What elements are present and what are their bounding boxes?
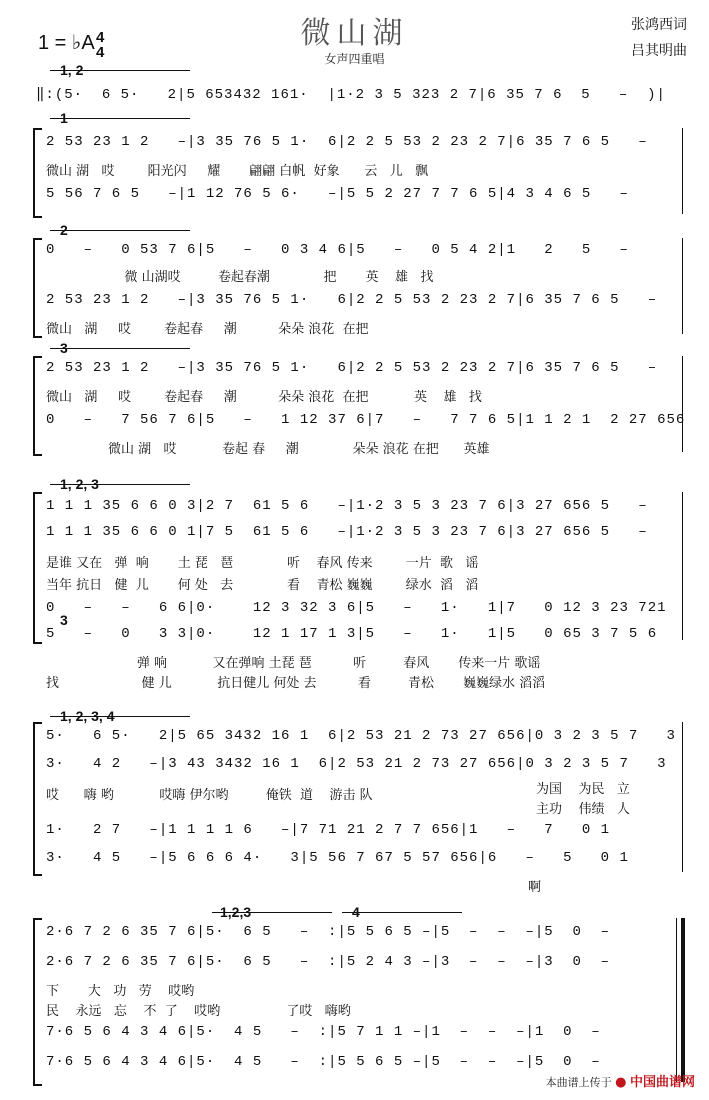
system-brace-2 (33, 238, 42, 338)
system-end-bar-3 (682, 356, 683, 452)
system-brace-1 (33, 128, 42, 218)
section5-part1-notes: 5· 6 5· 2|5 65 3432 16 1 6|2 53 21 2 73 27 656|0 3 2 3 5 7 3 (46, 728, 676, 744)
time-signature (96, 30, 104, 60)
section6-lyric1: 下 大 功 劳 哎哟 (46, 984, 195, 999)
volta-line-1 (50, 118, 190, 119)
section1-part2-notes: 5 56 7 6 5 –|1 12 76 5 6· –|5 5 2 27 7 7 6 5|4 3 4 6 5 – (46, 186, 629, 202)
volta-line-2 (50, 230, 190, 231)
section6-part4-notes: 7·6 5 6 4 3 4 6|5· 4 5 – :|5 5 6 5 –|5 – – –|5 0 – (46, 1054, 601, 1070)
section2-part2-notes: 2 53 23 1 2 –|3 35 76 5 1· 6|2 2 5 53 2 23 2 7|6 35 7 6 5 – (46, 292, 658, 308)
time-signature-bottom: 4 (96, 44, 105, 61)
section1-part1-notes: 2 53 23 1 2 –|3 35 76 5 1· 6|2 2 5 53 2 23 2 7|6 35 7 6 5 – (46, 134, 648, 150)
section2-lyric2: 微山 湖 哎 卷起春 潮 朵朵 浪花 在把 (46, 322, 369, 337)
section1-lyric: 微山 湖 哎 阳光闪 耀 翩翩 白帆 好象 云 儿 飘 (46, 164, 429, 179)
system-end-bar-4 (682, 492, 683, 640)
section4-part3-notes: 0 – – 6 6|0· 12 3 32 3 6|5 – 1· 1|7 0 12 3 23 721 (46, 600, 667, 616)
section5-part4-notes: 3· 4 5 –|5 6 6 6 4· 3|5 56 7 67 5 57 656|6 – 5 0 1 (46, 850, 629, 866)
system-brace-5 (33, 722, 42, 876)
system-brace-6 (33, 918, 42, 1086)
section4-lyric1: 是谁 又在 弹 响 土 琵 琶 听 春风 传来 一片 歌 谣 (46, 556, 479, 571)
volta-label-4: 1, 2, 3 (60, 476, 99, 492)
section5-lyric-right2: 主功 伟绩 人 (536, 802, 630, 817)
section4-part1-notes: 1 1 1 35 6 6 0 3|2 7 61 5 6 –|1·2 3 5 3 23 7 6|3 27 656 5 – (46, 498, 648, 514)
score-title: 微山湖 (300, 16, 409, 51)
time-signature-top: 4 (96, 29, 105, 46)
volta-label-5: 1, 2, 3, 4 (60, 708, 115, 724)
section4-lyric4: 找 健 儿 抗日健儿 何处 去 看 青松 巍巍绿水 滔滔 (46, 676, 546, 691)
section3-lyric2: 微山 湖 哎 卷起 春 潮 朵朵 浪花 在把 英雄 (46, 442, 490, 457)
system-end-bar-5 (682, 722, 683, 872)
section6-lyric2: 民 永远 忘 不 了 哎哟 了哎 嗨哟 (46, 1004, 351, 1019)
section5-part3-notes: 1· 2 7 –|1 1 1 1 6 –|7 71 21 2 7 7 656|1 – 7 0 1 (46, 822, 611, 838)
section6-part3-notes: 7·6 5 6 4 3 4 6|5· 4 5 – :|5 7 1 1 –|1 – – –|1 0 – (46, 1024, 601, 1040)
volta-label-4-inner: 3 (60, 612, 68, 628)
section6-part1-notes: 2·6 7 2 6 35 7 6|5· 6 5 – :|5 5 6 5 –|5 – – –|5 0 – (46, 924, 611, 940)
system-brace-3 (33, 356, 42, 456)
section2-part1-notes: 0 – 0 53 7 6|5 – 0 3 4 6|5 – 0 5 4 2|1 2 5 – (46, 242, 629, 258)
lyricist-credit: 张鸿西词 (631, 17, 687, 33)
upload-watermark (546, 1071, 695, 1090)
volta-line-6b (342, 912, 462, 913)
site-name: 中国曲谱网 (629, 1075, 695, 1090)
section2-lyric1: 微 山湖哎 卷起春潮 把 英 雄 找 (46, 270, 434, 285)
score-subtitle: 女声四重唱 (324, 52, 385, 66)
section5-lyric-right1: 为国 为民 立 (536, 782, 630, 797)
volta-line-3 (50, 348, 190, 349)
volta-label-intro: 1, 2 (60, 62, 84, 78)
section6-part2-notes: 2·6 7 2 6 35 7 6|5· 6 5 – :|5 2 4 3 –|3 – – –|3 0 – (46, 954, 611, 970)
section3-lyric1: 微山 湖 哎 卷起春 潮 朵朵 浪花 在把 英 雄 找 (46, 390, 482, 405)
final-bar-thick (681, 918, 685, 1082)
volta-label-1: 1 (60, 110, 68, 126)
section5-lyric1: 哎 嗨 哟 哎嗨 伊尔哟 俺铁 道 游击 队 (46, 788, 373, 803)
section3-part1-notes: 2 53 23 1 2 –|3 35 76 5 1· 6|2 2 5 53 2 23 2 7|6 35 7 6 5 – (46, 360, 658, 376)
system-brace-4 (33, 492, 42, 644)
volta-line-intro (50, 70, 190, 71)
site-logo-icon: ● (615, 1075, 627, 1090)
section4-lyric3: 弹 响 又在弹响 土琵 琶 听 春风 传来一片 歌谣 (46, 656, 541, 671)
system-end-bar-1 (682, 128, 683, 214)
volta-label-2: 2 (60, 222, 68, 238)
final-bar-thin (676, 918, 677, 1082)
volta-label-6a: 1,2,3 (220, 904, 252, 920)
volta-label-3: 3 (60, 340, 68, 356)
section4-lyric2: 当年 抗日 健 儿 何 处 去 看 青松 巍巍 绿水 滔 滔 (46, 578, 479, 593)
intro-notes: ‖:(5· 6 5· 2|5 653432 161· |1·2 3 5 323 2 7|6 35 7 6 5 – )| (36, 87, 666, 103)
section5-part2-notes: 3· 4 2 –|3 43 3432 16 1 6|2 53 21 2 73 27 656|0 3 2 3 5 7 3 (46, 756, 667, 772)
section3-part2-notes: 0 – 7 56 7 6|5 – 1 12 37 6|7 – 7 7 6 5|1 1 2 1 2 27 656 (46, 412, 686, 428)
volta-label-6b: 4 (352, 904, 360, 920)
system-end-bar-2 (682, 238, 683, 334)
upload-label: 本曲谱上传于 (545, 1076, 612, 1089)
composer-credit: 吕其明曲 (631, 43, 687, 59)
section5-lyric4: 啊 (528, 880, 542, 895)
section4-part4-notes: 5 – 0 3 3|0· 12 1 17 1 3|5 – 1· 1|5 0 65 3 7 5 6 (46, 626, 658, 642)
section4-part2-notes: 1 1 1 35 6 6 0 1|7 5 61 5 6 –|1·2 3 5 3 23 7 6|3 27 656 5 – (46, 524, 648, 540)
key-signature: 1 = ♭A (38, 32, 95, 54)
